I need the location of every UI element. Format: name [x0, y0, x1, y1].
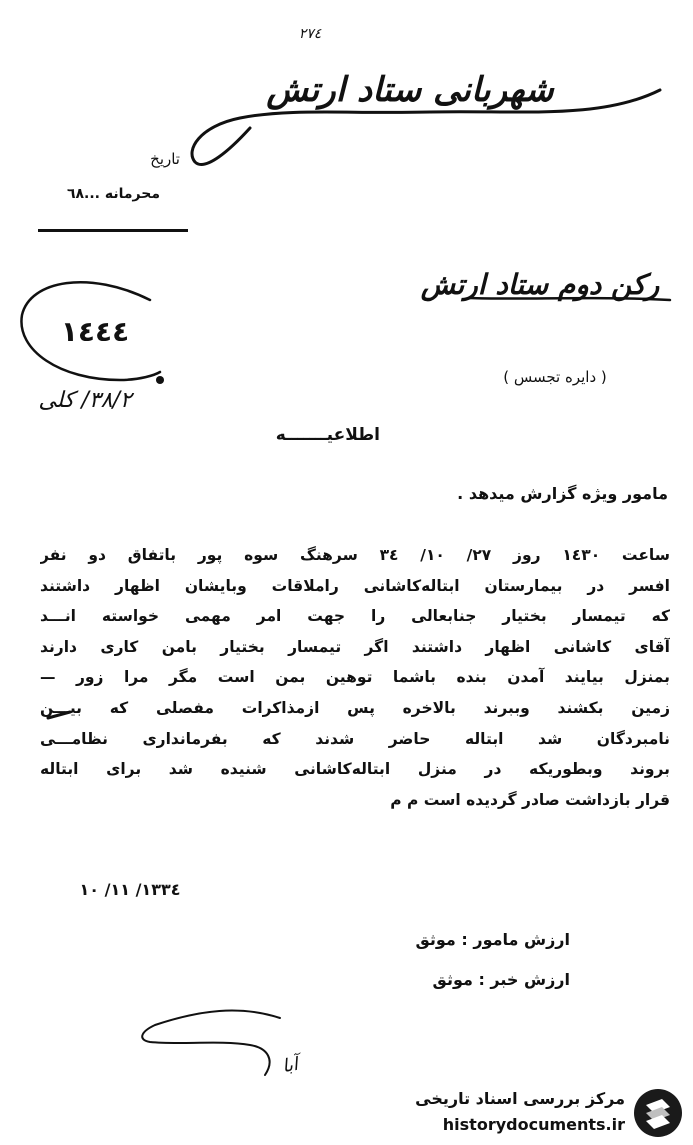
- letterhead-title: شهربانی ستاد ارتش: [266, 70, 554, 110]
- registration-number: ١٤٤٤: [60, 315, 130, 348]
- agent-reliability: ارزش مامور : موثق: [415, 930, 570, 949]
- report-heading: اطلاعیـــــــه: [275, 425, 380, 445]
- archive-website[interactable]: historydocuments.ir: [442, 1115, 625, 1134]
- watermark-footer: [400, 1085, 690, 1145]
- report-body: [40, 540, 670, 815]
- department-label: ( دایره تجسس ): [503, 368, 607, 386]
- report-line: بروند وبطوریکه در منزل ابتاله‌کاشانی شنیده شد برای ابتاله: [40, 760, 670, 779]
- report-line: زمین بکشند وببرند بالاخره پس ازمذاکرات مفصلی که بیـــن: [40, 698, 670, 717]
- margin-note: ٣٨/٢/ کلی: [38, 388, 132, 413]
- confidential-label: محرمانه ...٦٨: [66, 186, 160, 202]
- date-label: تاریخ: [150, 150, 180, 168]
- report-line: افسر در بیمارستان ابتاله‌کاشانی راملاقات وبایشان اظهار داشتند: [40, 576, 670, 595]
- report-line: بمنزل بیایند آمدن بنده باشما توهین بمن است مگر مرا زور —: [40, 668, 670, 687]
- report-intro: مامور ویژه گزارش میدهد .: [457, 484, 668, 503]
- report-line: نامبردگان شد ابتاله حاضر شدند که بفرمانداری نظامـــی: [40, 729, 670, 748]
- top-mark: ٢٧٤: [298, 26, 322, 42]
- report-line: که تیمسار بختیار جنابعالی را جهت امر مهمی خواسته انـــد: [40, 607, 670, 626]
- report-line: قرار بازداشت صادر گردیده است م م: [390, 790, 670, 809]
- loop-dot: [156, 376, 164, 384]
- signature: آبا: [280, 1053, 300, 1078]
- report-date: ١٣٣٤/ ١١/ ١٠: [79, 880, 181, 899]
- report-line: ساعت ١٤٣٠ روز ٢٧/ ١٠/ ٣٤ سرهنگ سوه پور باتفاق دو نفر: [40, 546, 670, 564]
- header-divider: [38, 229, 188, 232]
- archive-name: مرکز بررسی اسناد تاریخی: [415, 1089, 625, 1108]
- report-line: آقای کاشانی اظهار داشتند اگر تیمسار بختیار بامن کاری دارند: [40, 637, 670, 656]
- news-reliability: ارزش خبر : موثق: [432, 970, 570, 989]
- archive-logo-icon: [632, 1087, 684, 1139]
- addressee-title: رکن دوم ستاد ارتش: [420, 268, 660, 301]
